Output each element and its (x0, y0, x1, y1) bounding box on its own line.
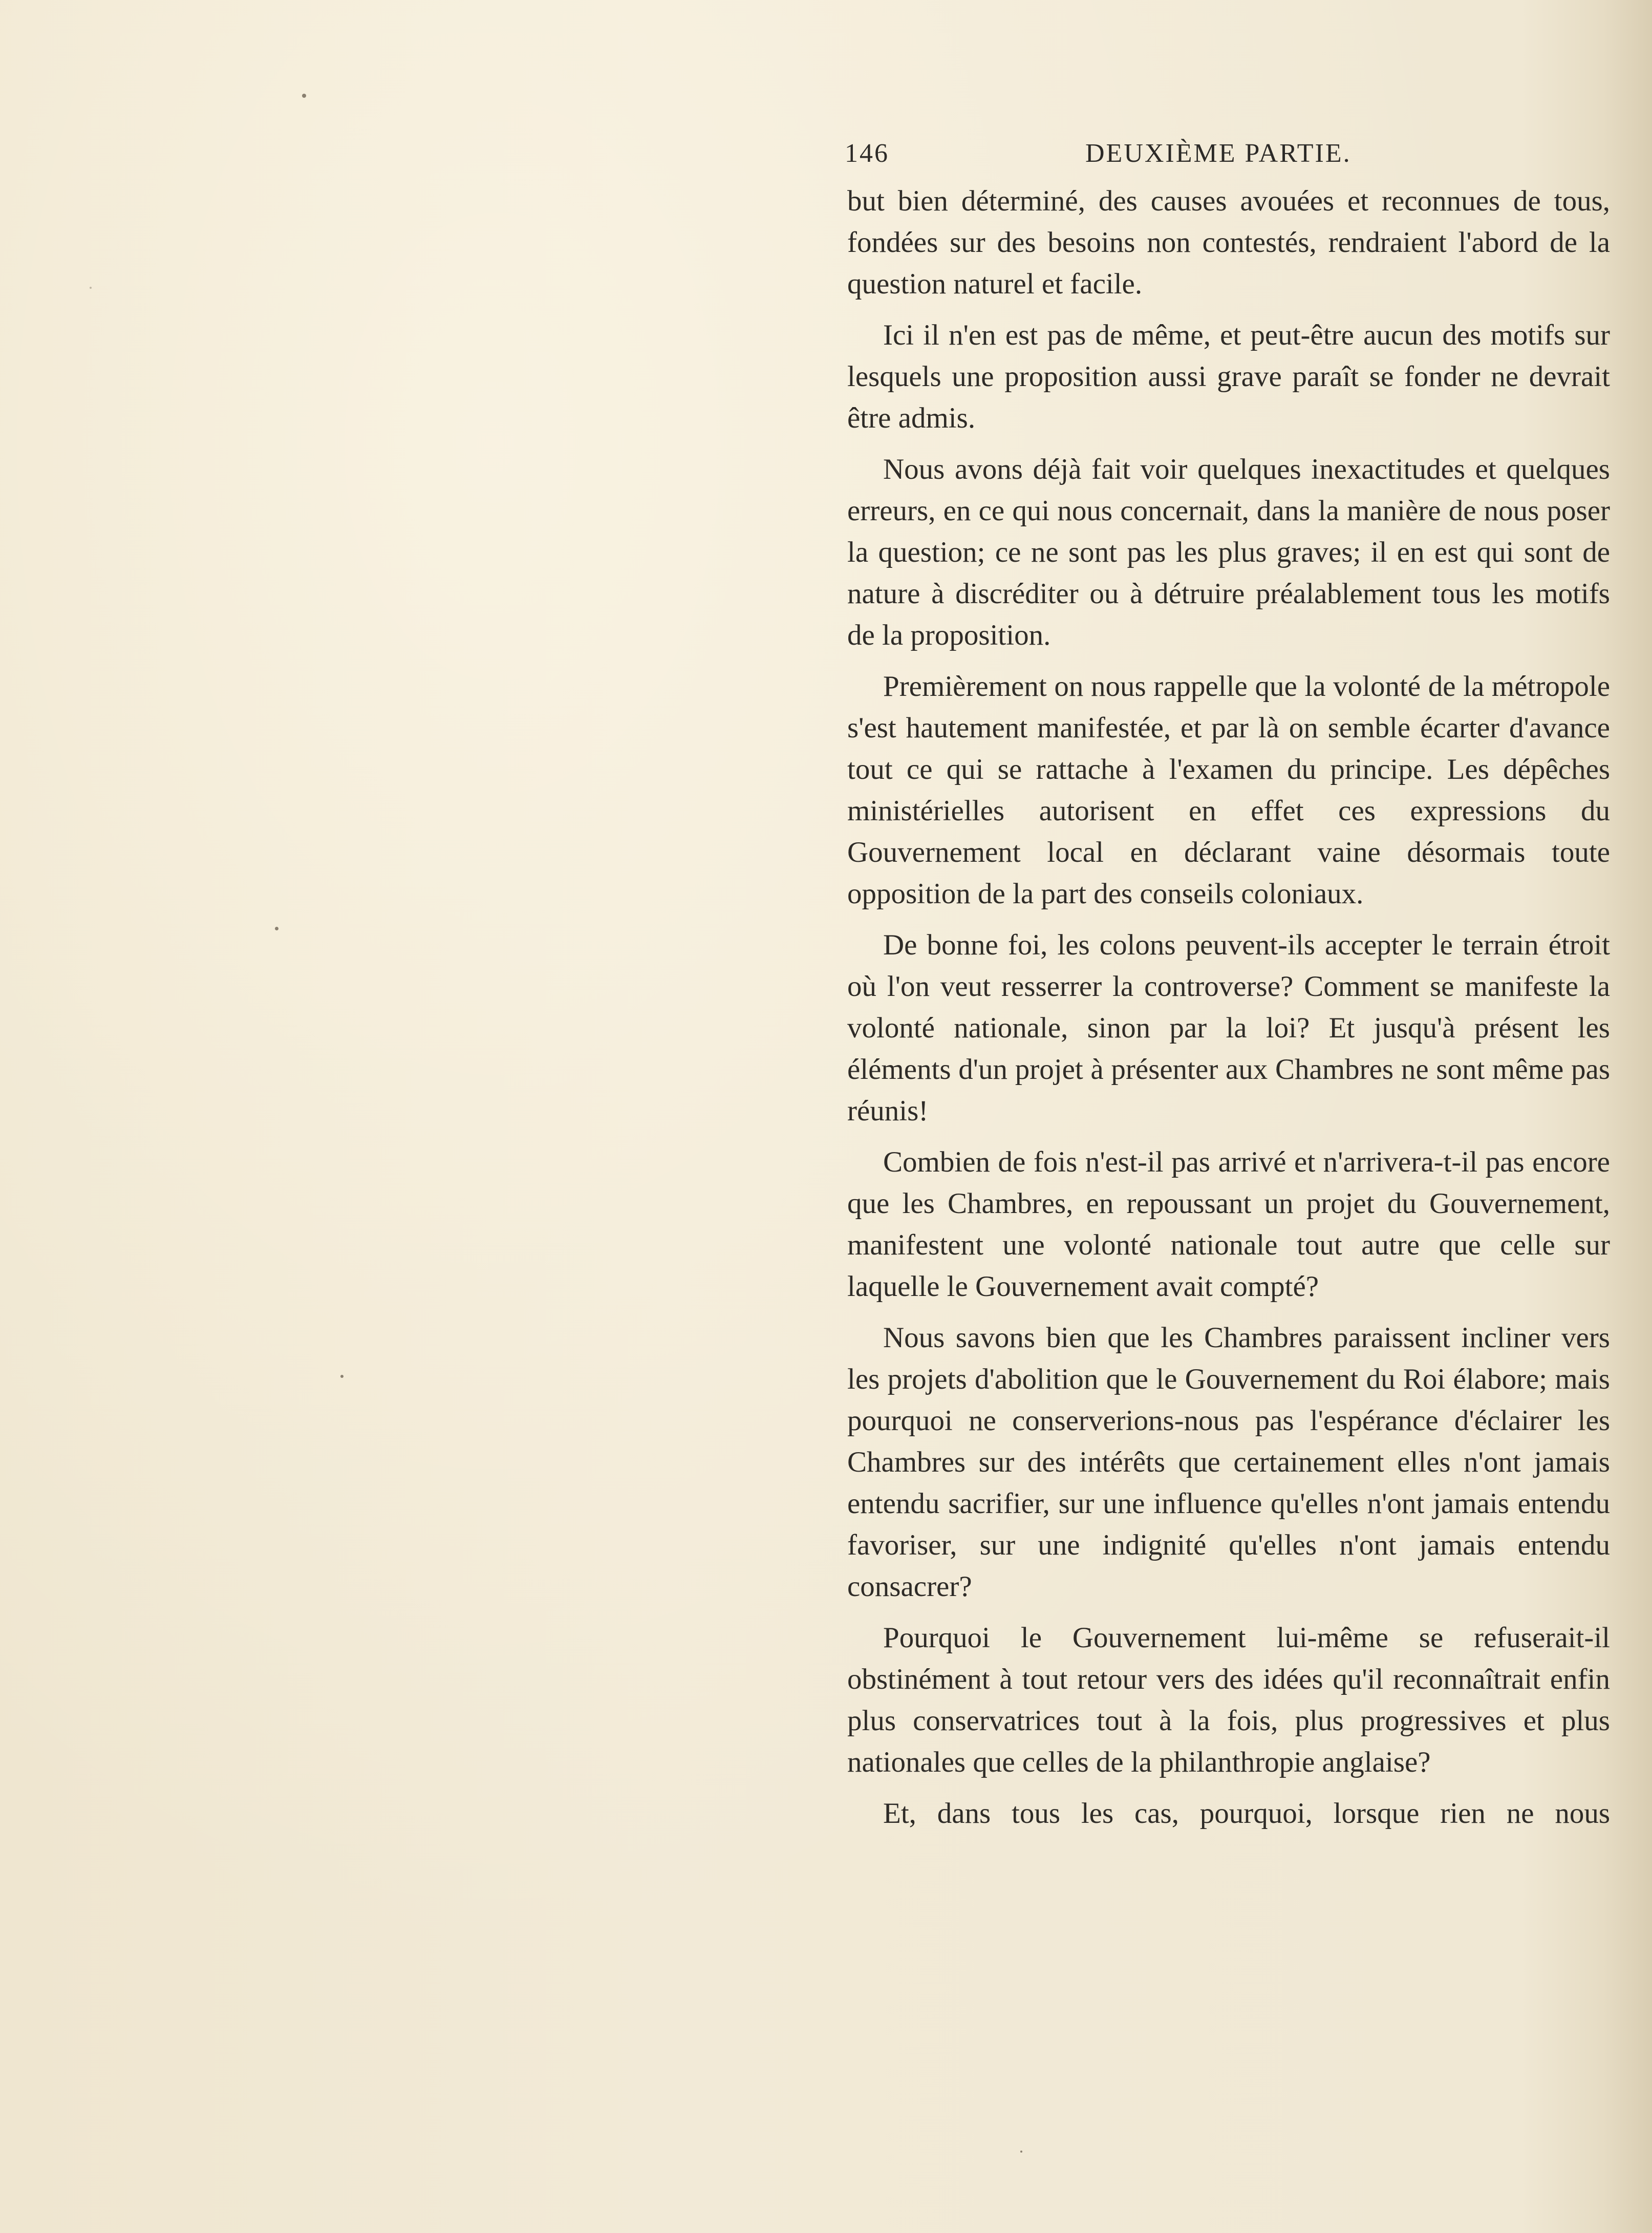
paragraph: Nous avons déjà fait voir quelques inexactitudes et quelques erreurs, en ce qui nous concernait, dans la manière de nous poser la question; ce ne sont pas les plus graves; il en est qui sont de nature à discréditer ou à détruire préalablement tous les motifs de la proposition. (847, 453, 1610, 651)
paragraph: Pourquoi le Gouvernement lui-même se refuserait-il obstinément à tout retour vers des idées qu'il reconnaîtrait enfin plus conservatrices tout à la fois, plus progressives et plus nationales que celles de la philanthropie anglaise? (847, 1622, 1610, 1778)
page-number: 146 (845, 139, 889, 168)
paragraph-continued: Et, dans tous les cas, pourquoi, lorsque rien ne nous (883, 1797, 1610, 1830)
dust-speck (302, 94, 306, 98)
dust-speck (90, 287, 92, 289)
dust-speck (1020, 2151, 1022, 2153)
paragraph: Premièrement on nous rappelle que la volonté de la métropole s'est hautement manifestée, et par là on semble écarter d'avance tout ce qui se rattache à l'examen du principe. Les dépêches ministérielles autorisent en effet ces expressions du Gouvernement local en déclarant vaine désormais toute opposition de la part des conseils coloniaux. (847, 670, 1610, 910)
body-text (847, 180, 1610, 1844)
paragraph: Ici il n'en est pas de même, et peut-être aucun des motifs sur lesquels une proposition aussi grave paraît se fonder ne devrait être admis. (847, 319, 1610, 434)
paragraph: De bonne foi, les colons peuvent-ils accepter le terrain étroit où l'on veut resserrer la controverse? Comment se manifeste la volonté nationale, sinon par la loi? Et jusqu'à présent les éléments d'un projet à présenter aux Chambres ne sont même pas réunis! (847, 929, 1610, 1127)
dust-speck (340, 1375, 344, 1378)
dust-speck (275, 927, 278, 930)
part-title: DEUXIÈME PARTIE. (1085, 139, 1351, 168)
paragraph: but bien déterminé, des causes avouées et reconnues de tous, fondées sur des besoins non contestés, rendraient l'abord de la question naturel et facile. (847, 185, 1610, 300)
paragraph: Nous savons bien que les Chambres paraissent incliner vers les projets d'abolition que le Gouvernement du Roi élabore; mais pourquoi ne conserverions-nous pas l'espérance d'éclairer les Chambres sur des intérêts que certainement elles n'ont jamais entendu sacrifier, sur une influence qu'elles n'ont jamais entendu favoriser, sur une indignité qu'elles n'ont jamais entendu consacrer? (847, 1322, 1610, 1603)
running-head (845, 138, 1613, 174)
paragraph: Combien de fois n'est-il pas arrivé et n'arrivera-t-il pas encore que les Chambres, en repoussant un projet du Gouvernement, manifestent une volonté nationale tout autre que celle sur laquelle le Gouvernement avait compté? (847, 1146, 1610, 1303)
